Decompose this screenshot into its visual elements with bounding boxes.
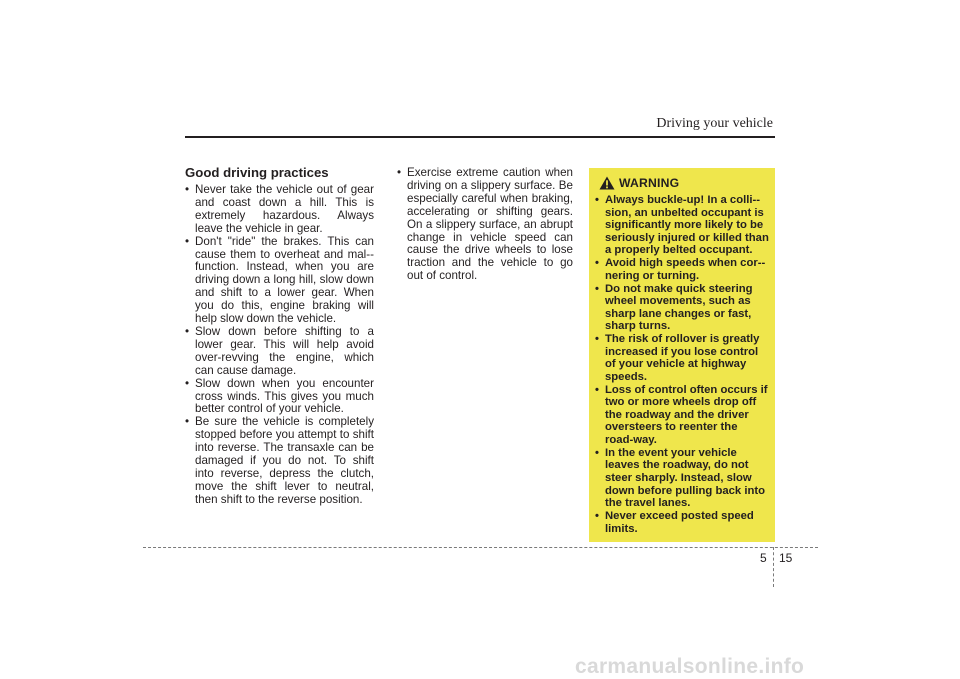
list-item-text: Don't "ride" the brakes. This can cause them to overheat and mal-function. Instead, when you are driving down a long hill, slow down and shift to a lower gear. When you do this, engine braking will help slow down the vehicle. <box>195 234 374 326</box>
warning-title: WARNING <box>619 176 680 190</box>
bullet-icon: • <box>595 383 599 396</box>
bullet-icon: • <box>595 446 599 459</box>
warning-header <box>599 176 769 190</box>
bullet-icon: • <box>397 166 402 179</box>
bullet-icon: • <box>185 415 190 429</box>
list-item <box>595 384 769 447</box>
list-item <box>595 510 769 535</box>
list-item-text: Avoid high speeds when cor-nering or turning. <box>605 257 766 282</box>
section-title: Good driving practices <box>185 165 329 180</box>
warning-box <box>589 168 775 542</box>
header-rule <box>185 136 775 138</box>
bullet-icon: • <box>595 333 599 346</box>
footer-rule <box>143 547 818 548</box>
bullet-icon: • <box>185 234 190 248</box>
list-item-text: The risk of rollover is greatly increased if you lose control of your vehicle at highway speeds. <box>605 333 760 383</box>
bullet-list-middle <box>397 167 573 283</box>
bullet-icon: • <box>185 376 190 390</box>
list-item-text: Always buckle-up! In a colli-sion, an unbelted occupant is significantly more likely to be seriously injured or killed than a properly belted occupant. <box>605 194 769 257</box>
list-item-text: Do not make quick steering wheel movements, such as sharp lane changes or fast, sharp turns. <box>605 282 753 333</box>
list-item <box>595 447 769 510</box>
footer-divider <box>773 547 774 587</box>
bullet-icon: • <box>185 183 190 196</box>
list-item <box>595 194 769 257</box>
list-item-text: Slow down when you encounter cross winds. This gives you much better control of your vehicle. <box>195 376 374 416</box>
warning-triangle-icon <box>599 176 615 190</box>
running-header-title: Driving your vehicle <box>656 116 773 131</box>
page-number: 15 <box>779 551 793 565</box>
bullet-icon: • <box>185 324 190 338</box>
watermark: carmanualsonline.info <box>575 655 805 678</box>
list-item <box>397 167 573 283</box>
bullet-icon: • <box>595 257 599 270</box>
bullet-icon: • <box>595 194 599 206</box>
list-item <box>185 326 374 378</box>
list-item-text: Never exceed posted speed limits. <box>605 509 754 535</box>
bullet-icon: • <box>595 509 599 522</box>
list-item-text: In the event your vehicle leaves the roadway, do not steer sharply. Instead, slow down before pulling back into the travel lanes. <box>605 446 766 510</box>
list-item <box>185 378 374 417</box>
list-item-text: Slow down before shifting to a lower gear. This will help avoid over-revving the engine, which can cause damage. <box>195 324 374 377</box>
bullet-icon: • <box>595 282 599 295</box>
list-item-text: Exercise extreme caution when driving on a slippery surface. Be especially careful when braking, accelerating or shifting gears. On a slippery surface, an abrupt change in vehicle speed can cause the drive wheels to lose traction and the vehicle to go out of control. <box>407 166 573 283</box>
list-item <box>185 236 374 326</box>
list-item <box>185 416 374 506</box>
list-item-text: Be sure the vehicle is completely stopped before you attempt to shift into reverse. The transaxle can be damaged if you do not. To shift into reverse, depress the clutch, move the shift lever to neutral, then shift to the reverse position. <box>195 415 374 506</box>
list-item <box>595 283 769 333</box>
list-item <box>185 184 374 236</box>
list-item <box>595 257 769 282</box>
text-column-left <box>185 165 374 507</box>
list-item-text: Never take the vehicle out of gear and coast down a hill. This is extremely hazardous. Always leave the vehicle in gear. <box>195 183 374 235</box>
bullet-list-left <box>185 184 374 507</box>
list-item <box>595 333 769 383</box>
warning-list <box>595 194 769 535</box>
text-column-middle <box>397 167 573 283</box>
list-item-text: Loss of control often occurs if two or more wheels drop off the roadway and the driver oversteers to reenter the road-way. <box>605 383 768 447</box>
chapter-number: 5 <box>760 551 767 565</box>
